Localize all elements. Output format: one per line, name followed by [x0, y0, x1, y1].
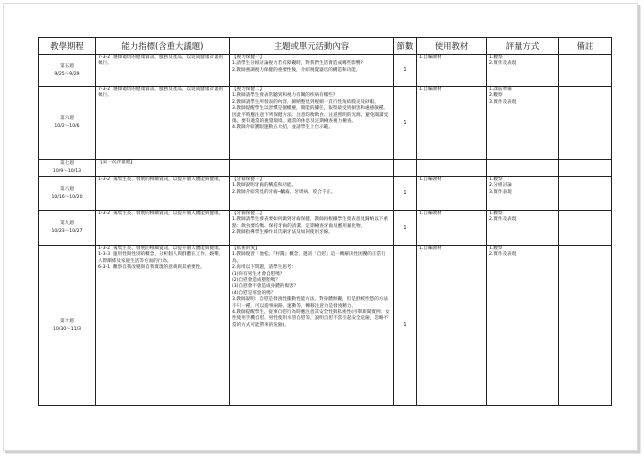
cell-indicator	[96, 211, 230, 246]
header-units: 節數	[394, 38, 417, 55]
cell-indicator-text: 7-3-2 選擇適切的健康資訊，服務及產品，以促成健康計畫的執行。	[98, 55, 224, 67]
cell-week	[39, 87, 96, 160]
cell-remarks	[559, 160, 612, 177]
cell-materials-text: 1.自編教材	[419, 246, 442, 251]
cell-indicator-text: 7-3-2 選擇適切的健康資訊，服務及產品，以促成健康計畫的執行。	[98, 87, 224, 99]
document-page	[3, 3, 638, 451]
cell-assessment	[487, 55, 559, 87]
cell-indicator	[96, 177, 230, 211]
cell-materials-text: 1.自編教材	[419, 87, 442, 92]
cell-materials	[417, 211, 487, 246]
schedule-table	[38, 37, 612, 406]
cell-week	[39, 211, 96, 246]
table-row	[39, 87, 612, 160]
header-indicator: 能力指標(含重大議題)	[96, 38, 230, 55]
header-schedule: 教學期程	[39, 38, 96, 55]
cell-indicator-text: 【第一次評量週】	[98, 160, 135, 165]
week-dates: 9/25～9/29	[54, 71, 80, 77]
cell-assessment-text: 1.課前準備 2.觀察 3.實作及表現	[489, 87, 517, 105]
header-row	[39, 38, 612, 55]
cell-materials	[417, 55, 487, 87]
cell-units	[394, 177, 417, 211]
cell-assessment	[487, 246, 559, 406]
table-row	[39, 246, 612, 406]
cell-content-text: 【視力保健一】 1.請學生分組討論視力若有障礙時，對我們生活會造成哪些影響? 2.教師強調視力保健的重要性後，介紹視覺器官的構造和功能。	[232, 55, 363, 73]
cell-content	[230, 211, 394, 246]
cell-units	[394, 87, 417, 160]
cell-week	[39, 55, 96, 87]
week-dates: 10/9～10/13	[52, 169, 82, 174]
cell-units-text: 1	[403, 119, 407, 126]
week-dates: 10/30～11/3	[52, 326, 82, 332]
cell-content-text: 【私密的愛】 1.教師復習「他松、『村醬』概念，邀清「自慰」這一概解決性困擾的正當行為。 2.再用以下問題，請學生思考： (1)你有男生才會自慰嗎？ (2)自慰會造成墮胎嗎？ (3)自慰會不會造成身體的傷害？ (4)自慰是罪惡的嗎？ 3.教師說明：自慰是發洩性衝動性能方法，對身體無礙，但是舒緩性慾的方法不只一種，可以從事兩路、運動等，轉移注意力是發洩精力。 4.教師提醒學生，從事自慰行為時應注意其安全性與私密性(可舉新聞實例：女性使用手機自慰、男性使用水管自慰等，說明自慰不當引起安全危險，忽略不當的方式可能帶來的危險)。	[232, 246, 390, 328]
cell-content-text: 【牙齒保健一】 1.教師說明牙齒的構造和功能。 2.教師介紹常見的牙齒─齲齒、牙周病、咬合不正。	[232, 177, 336, 195]
cell-assessment-text: 1.觀察 2.分組討論 3.實作表現	[489, 177, 512, 195]
cell-remarks	[559, 211, 612, 246]
cell-remarks	[559, 246, 612, 406]
cell-content-text: 【牙齒保健二】 1.教師請學生發表要如何做到牙齒保健，教師再根據學生發表意見歸納以下重點：飲食要均衡、保持牙齒的清潔、定期檢查牙齒及應用氟化物。 2.教師指導學生操作貝氏刷牙法及如何使用牙線。	[232, 211, 388, 236]
cell-content	[230, 246, 394, 406]
week-label: 第六週	[60, 116, 74, 121]
table-row	[39, 55, 612, 87]
cell-units-text: 1	[403, 190, 407, 197]
week-dates: 10/23～10/27	[51, 229, 83, 234]
week-label: 第七週	[60, 161, 74, 166]
header-remarks: 備註	[559, 38, 612, 55]
cell-assessment-text: 1.觀察 2.實作及表現	[489, 246, 517, 258]
cell-units	[394, 211, 417, 246]
cell-materials	[417, 177, 487, 211]
cell-units	[394, 55, 417, 87]
cell-indicator	[96, 55, 230, 87]
cell-assessment-text: 1.觀察 2.實作及表現	[489, 55, 517, 67]
cell-indicator	[96, 246, 230, 406]
table-row	[39, 160, 612, 177]
cell-assessment-text: 1.觀察 2.實作及表現	[489, 211, 517, 223]
cell-content-text: 【視力保健二】 1.教師請學生發表常聽到和視力有關的疾病有哪些? 2.教師請學生所發表的內容，歸納整見到視網一頁行性角結膜炎及砂眼。 3.教師提醒學生以習慣是個權慶，簡能的據任，報察最受到損害和處感敏種。因此平時應注意下列保健方法：注意均衡飲食、注意照明的光源、避免閱讀受傷、要有適當的視覺環境、適當的休息及定期檢查視力檢查。 4.教師介紹護眼運動五大招，並請學生上台示範。	[232, 87, 389, 131]
cell-units-text: 1	[403, 322, 407, 329]
cell-content	[230, 160, 394, 177]
cell-units-text: 1	[403, 67, 407, 74]
week-dates: 10/2～10/6	[54, 124, 80, 129]
cell-units	[394, 160, 417, 177]
week-label: 第五週	[60, 63, 74, 69]
cell-week	[39, 160, 96, 177]
cell-assessment	[487, 160, 559, 177]
cell-week	[39, 246, 96, 406]
cell-content	[230, 55, 394, 87]
table-row	[39, 177, 612, 211]
cell-remarks	[559, 177, 612, 211]
cell-indicator	[96, 87, 230, 160]
cell-content	[230, 87, 394, 160]
cell-materials-text: 1.自編教材	[419, 55, 442, 60]
cell-assessment	[487, 87, 559, 160]
cell-materials-text: 1.自編教材	[419, 211, 442, 216]
week-label: 第九週	[60, 221, 74, 226]
cell-assessment	[487, 177, 559, 211]
week-dates: 10/16～10/20	[51, 194, 83, 200]
cell-indicator	[96, 160, 230, 177]
cell-materials-text: 1.自編教材	[419, 177, 442, 182]
cell-materials	[417, 246, 487, 406]
week-label: 第十週	[60, 318, 74, 324]
cell-indicator-text: 1-3-2 蒐集生長、發展的相關資訊，以提升個人體能與健康。 1-3-3 運用性與性別的概念，分析個人與群體在工作、娛樂、人際關係及家庭生活等方面的行為。 6-3-1 觀察自我改變與自我實現的意義與其重要性。	[98, 246, 224, 271]
cell-remarks	[559, 87, 612, 160]
header-materials: 使用教材	[417, 38, 487, 55]
cell-materials	[417, 160, 487, 177]
cell-indicator-text: 1-3-2 蒐集生長、發展的相關資訊，以提升個人體能與健康。	[98, 211, 224, 216]
cell-week	[39, 177, 96, 211]
cell-content	[230, 177, 394, 211]
cell-assessment	[487, 211, 559, 246]
header-assessment: 評量方式	[487, 38, 559, 55]
week-label: 第八週	[60, 186, 74, 192]
cell-indicator-text: 1-3-2 蒐集生長、發展的相關資訊，以提升個人體能與健康。	[98, 177, 224, 182]
cell-remarks	[559, 55, 612, 87]
header-content: 主題或單元活動內容	[230, 38, 394, 55]
table-row	[39, 211, 612, 246]
cell-materials	[417, 87, 487, 160]
cell-units-text: 1	[403, 224, 407, 231]
cell-units	[394, 246, 417, 406]
